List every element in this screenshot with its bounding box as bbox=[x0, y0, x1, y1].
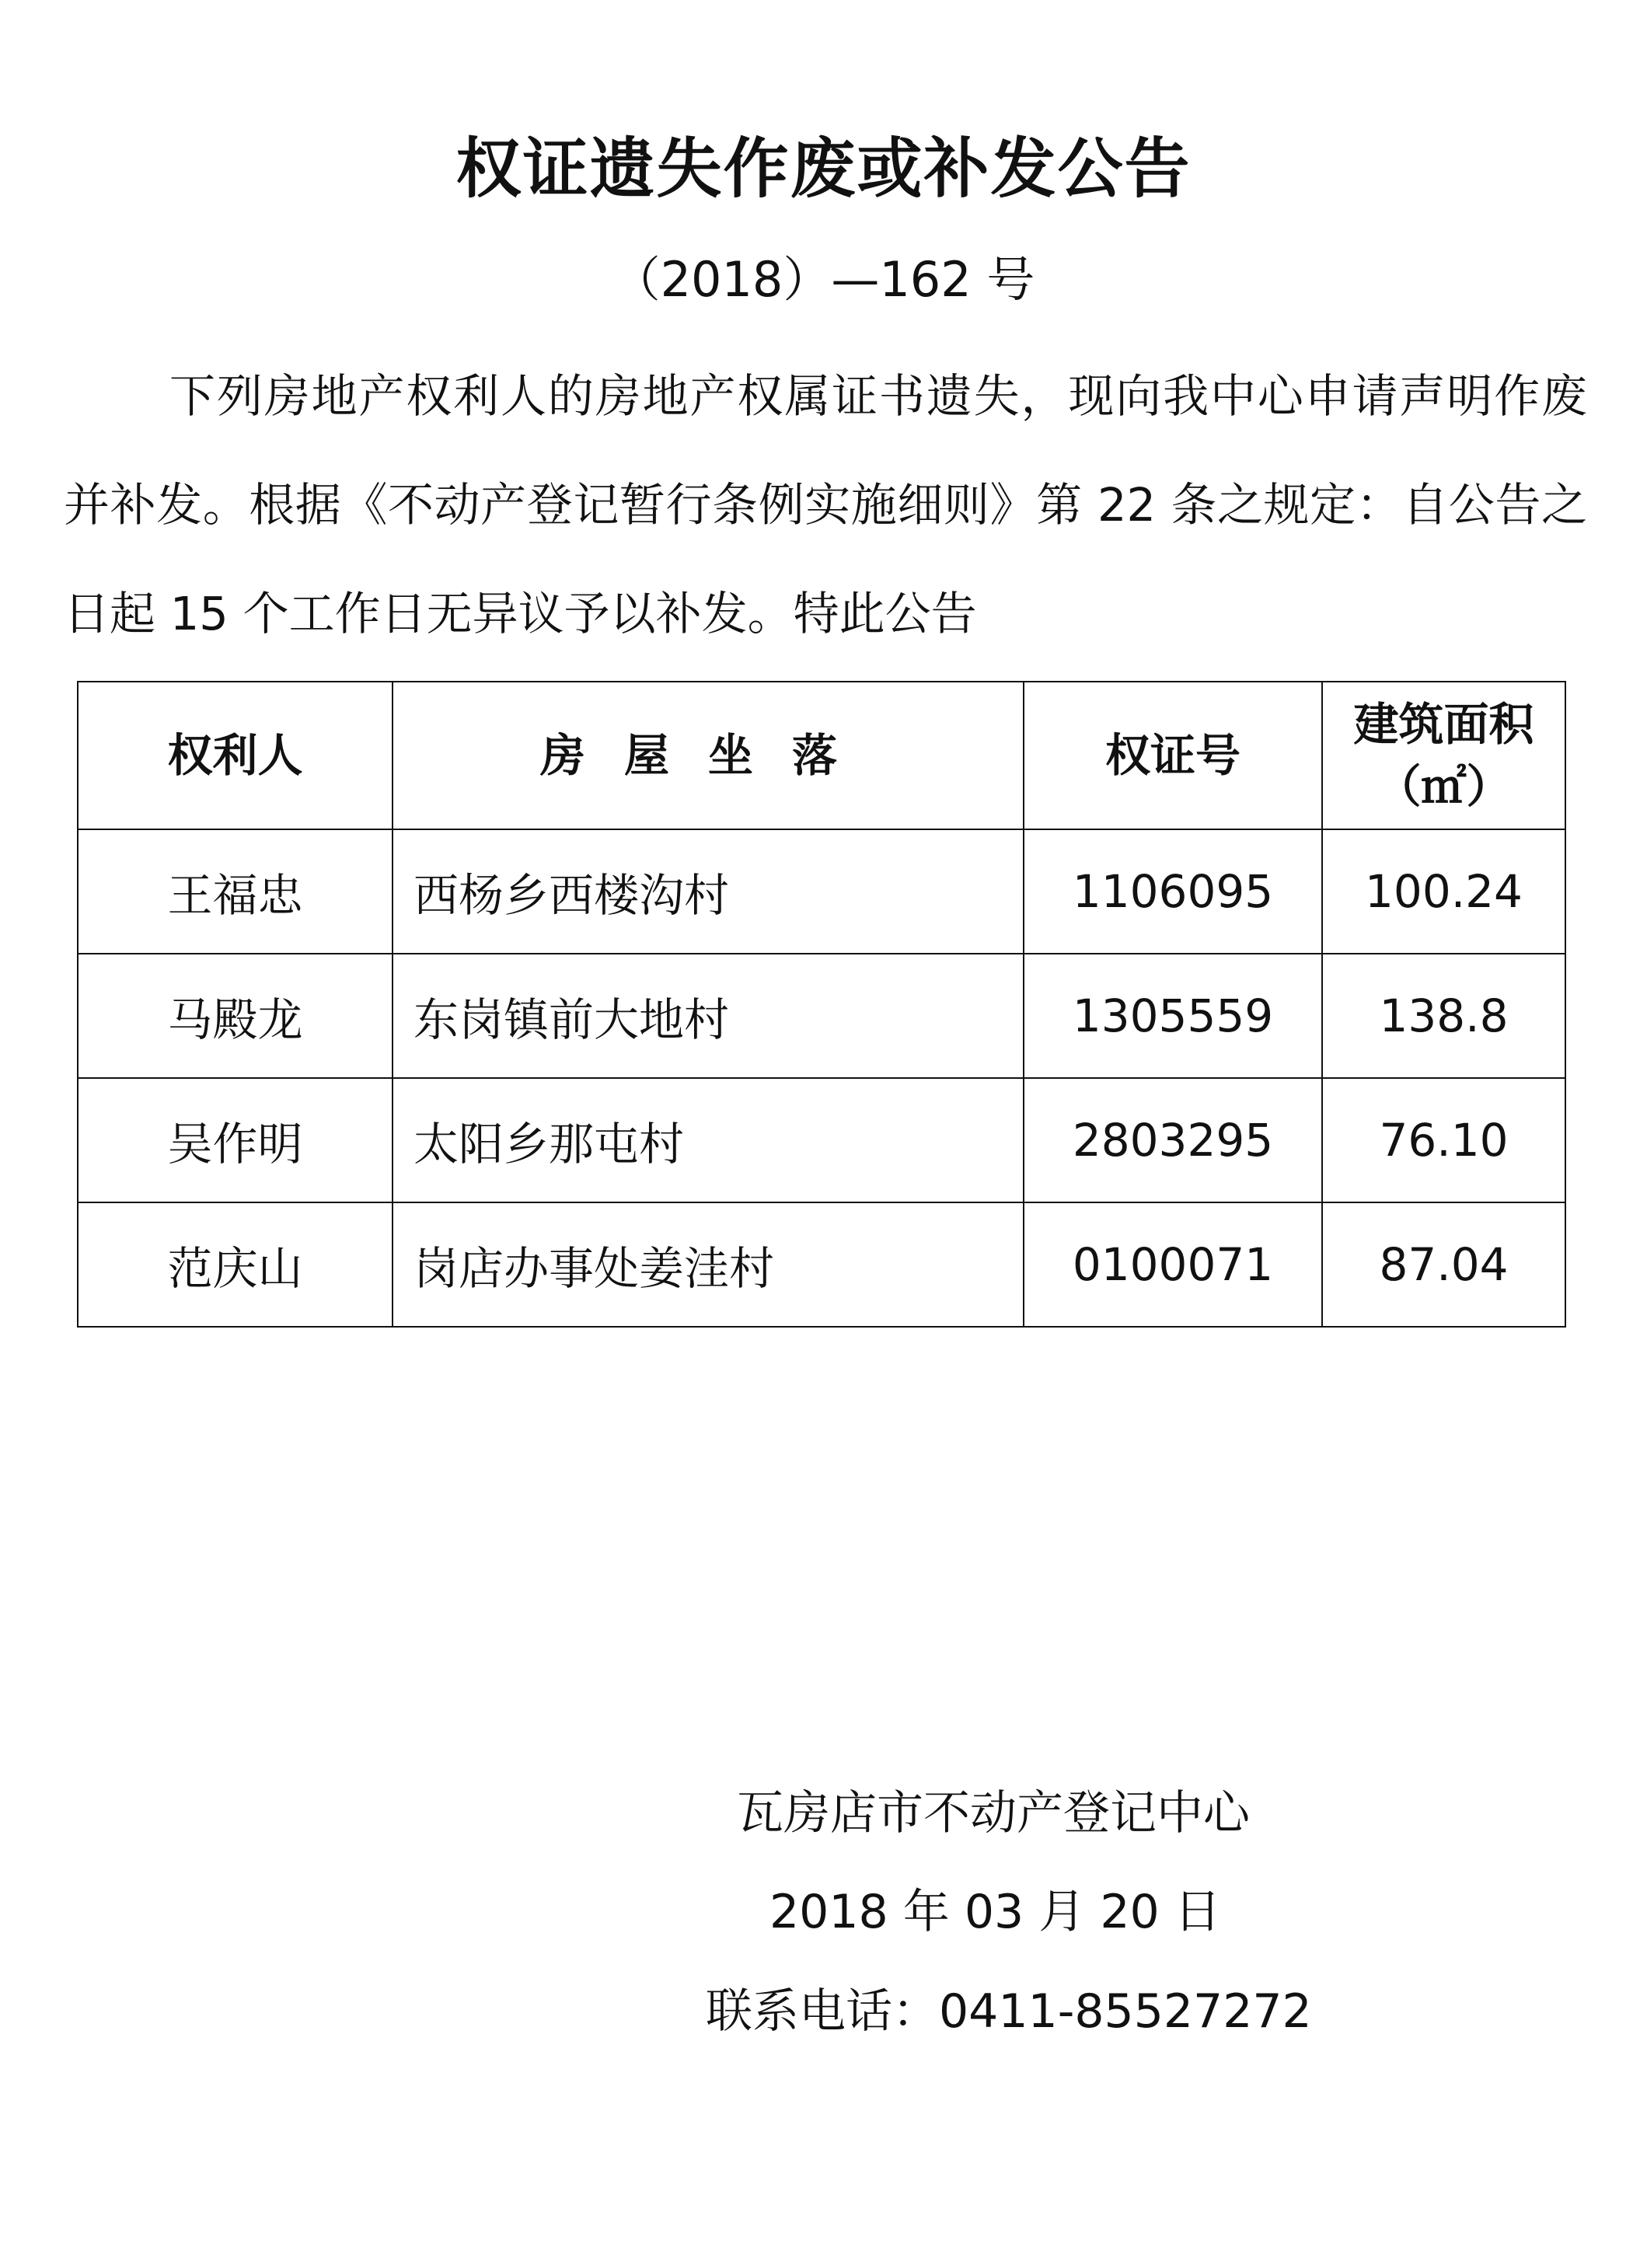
location-cell: 岗店办事处姜洼村 bbox=[393, 1202, 1024, 1327]
header-owner: 权利人 bbox=[78, 682, 393, 829]
issue-date: 2018 年 03 月 20 日 bbox=[769, 1885, 1221, 1939]
table-header-row bbox=[78, 682, 1565, 829]
location-cell: 西杨乡西楼沟村 bbox=[393, 829, 1024, 954]
table-row bbox=[78, 1078, 1565, 1202]
table-row bbox=[78, 1202, 1565, 1327]
area-cell: 87.04 bbox=[1322, 1202, 1565, 1327]
header-location-label: 房屋坐落 bbox=[539, 729, 876, 782]
location-cell: 太阳乡那屯村 bbox=[393, 1078, 1024, 1202]
notice-number: （2018）—162 号 bbox=[612, 251, 1035, 308]
header-area-label: 建筑面积 bbox=[1353, 698, 1534, 751]
table-row bbox=[78, 829, 1565, 954]
header-area-unit: （㎡） bbox=[1376, 760, 1512, 813]
header-cert-no: 权证号 bbox=[1024, 682, 1322, 829]
notice-body: 下列房地产权利人的房地产权属证书遗失，现向我中心申请声明作废并补发。根据《不动产登记暂行条例实施细则》第 22 条之规定：自公告之日起 15 个工作日无异议予以补发。特此公告 bbox=[64, 369, 1587, 640]
area-cell: 138.8 bbox=[1322, 954, 1565, 1078]
owner-cell: 范庆山 bbox=[78, 1202, 393, 1327]
area-cell: 100.24 bbox=[1322, 829, 1565, 954]
owner-cell: 马殿龙 bbox=[78, 954, 393, 1078]
issuing-organization: 瓦房店市不动产登记中心 bbox=[737, 1786, 1250, 1841]
cert-no-cell: 1305559 bbox=[1024, 954, 1322, 1078]
cert-no-cell: 0100071 bbox=[1024, 1202, 1322, 1327]
owner-cell: 王福忠 bbox=[78, 829, 393, 954]
area-cell: 76.10 bbox=[1322, 1078, 1565, 1202]
cert-no-cell: 2803295 bbox=[1024, 1078, 1322, 1202]
header-location bbox=[393, 682, 1024, 829]
certificate-table bbox=[77, 681, 1566, 1328]
contact-phone: 联系电话：0411-85527272 bbox=[706, 1984, 1312, 2039]
table-row bbox=[78, 954, 1565, 1078]
owner-cell: 吴作明 bbox=[78, 1078, 393, 1202]
location-cell: 东岗镇前大地村 bbox=[393, 954, 1024, 1078]
header-area bbox=[1322, 682, 1565, 829]
notice-title: 权证遗失作废或补发公告 bbox=[455, 131, 1192, 207]
cert-no-cell: 1106095 bbox=[1024, 829, 1322, 954]
